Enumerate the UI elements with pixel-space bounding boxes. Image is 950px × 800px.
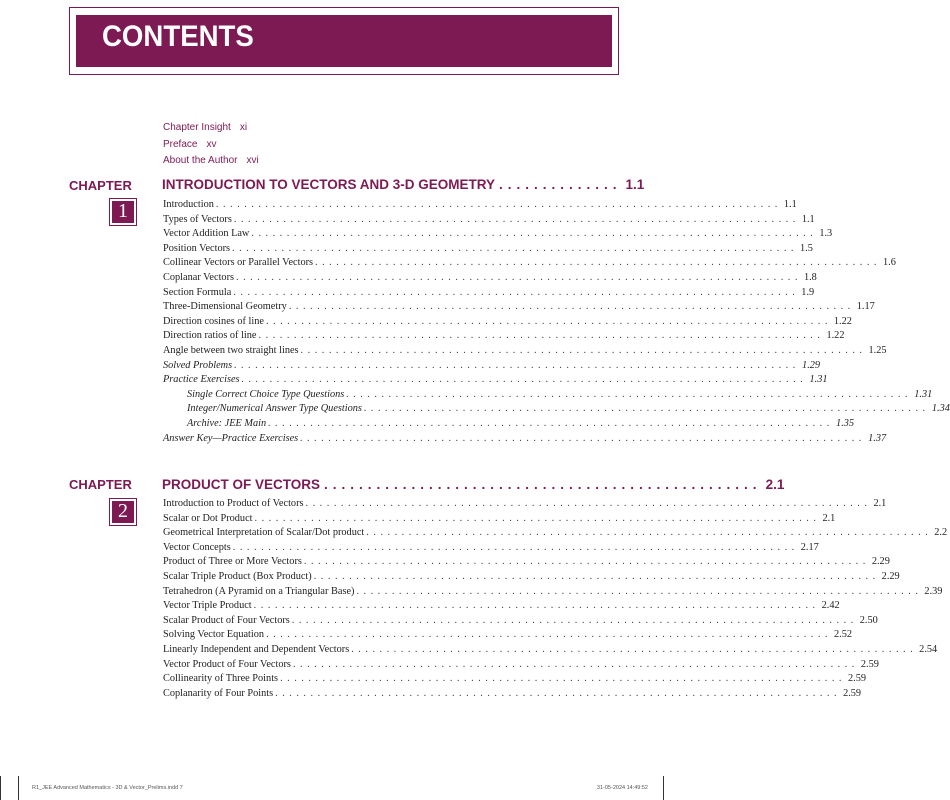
toc-entry[interactable] <box>163 570 900 585</box>
toc-entry-title: Direction ratios of line <box>163 330 257 342</box>
leader-dots: ................................................................................ <box>351 643 918 655</box>
leader-dots: ................................................................................ <box>291 614 858 626</box>
toc-entry-page: 2.50 <box>859 614 878 626</box>
toc-entry-title: Introduction <box>163 199 214 210</box>
crop-mark <box>0 776 1 800</box>
toc-entry-page: 1.9 <box>801 286 815 298</box>
leader-dots: ................................................................................ <box>292 658 859 670</box>
toc-entry[interactable] <box>163 300 875 315</box>
toc-entry[interactable] <box>163 541 819 556</box>
toc-entry-title: Scalar Triple Product (Box Product) <box>163 570 312 582</box>
toc-entry-page: 1.35 <box>836 417 855 429</box>
toc-entry[interactable] <box>163 599 840 614</box>
leader-dots: ................................................................................ <box>300 432 867 444</box>
leader-dots: ................................................................................ <box>215 199 782 210</box>
toc-entry-title: Coplanar Vectors <box>163 271 235 283</box>
leader-dots: ................................................................................ <box>258 330 825 342</box>
toc-entry[interactable] <box>163 329 845 344</box>
toc-entry-title: Vector Product of Four Vectors <box>163 658 291 670</box>
toc-entry[interactable] <box>163 643 938 658</box>
toc-entry-title: Integer/Numerical Answer Type Questions <box>187 403 362 415</box>
leader-dots: ................................................................................ <box>268 417 835 429</box>
front-matter-item[interactable]: Preface xv <box>163 138 217 150</box>
leader-dots: ................................................................................ <box>233 213 800 225</box>
leader-dots: ................................................................................ <box>300 344 867 356</box>
leader-dots: ................................................................................ <box>275 687 842 699</box>
toc-entry[interactable] <box>163 432 887 447</box>
toc-entry-title: Direction cosines of line <box>163 315 264 327</box>
toc-entry-page: 1.17 <box>856 301 875 313</box>
front-matter-list <box>163 120 259 170</box>
toc-entry-page: 2.29 <box>871 556 890 568</box>
print-slug-right: 31-05-2024 14:49:52 <box>596 785 648 791</box>
toc-entry[interactable] <box>163 242 813 257</box>
toc-entry[interactable] <box>163 526 948 541</box>
toc-entry[interactable] <box>163 315 852 330</box>
toc-entry-page: 2.39 <box>924 585 943 597</box>
toc-entry[interactable] <box>163 227 833 242</box>
toc-entry[interactable] <box>163 658 879 673</box>
toc-entry-page: 1.6 <box>882 257 896 269</box>
toc-entry[interactable] <box>163 359 821 374</box>
toc-entry-page: 2.17 <box>800 541 819 553</box>
toc-entry[interactable] <box>163 417 855 432</box>
toc-entry-page: 2.52 <box>834 629 853 641</box>
toc-entry-page: 1.5 <box>799 242 813 254</box>
toc-entry-title: Geometrical Interpretation of Scalar/Dot product <box>163 527 365 539</box>
toc-entry[interactable] <box>163 497 887 512</box>
leader-dots: ................................................................................ <box>232 541 799 553</box>
chapter-number-badge: 2 <box>109 498 137 526</box>
toc-entry-title: Angle between two straight lines <box>163 344 299 356</box>
toc-entry-title: Position Vectors <box>163 242 231 254</box>
leader-dots: ................................................................................ <box>232 242 798 254</box>
leader-dots: ................................................................................ <box>241 374 808 386</box>
toc-entry-page: 2.59 <box>843 687 862 699</box>
toc-entry[interactable] <box>163 373 828 388</box>
front-matter-item[interactable]: About the Author xvi <box>163 155 259 166</box>
leader-dots: ................................................................................ <box>266 629 832 641</box>
crop-mark <box>663 776 664 800</box>
toc-entry-title: Product of Three or More Vectors <box>163 556 302 568</box>
leader-dots: ................................................................................ <box>233 286 800 298</box>
toc-entry-page: 1.8 <box>803 271 817 283</box>
toc-entry[interactable] <box>163 256 896 271</box>
leader-dots: ................................................................................ <box>265 315 832 327</box>
toc-entry-title: Collinear Vectors or Parallel Vectors <box>163 257 314 269</box>
toc-entry[interactable] <box>163 687 862 702</box>
toc-entry[interactable] <box>163 388 933 403</box>
crop-mark <box>18 776 19 800</box>
toc-entry-page: 2.2 <box>934 527 948 539</box>
toc-entry-title: Coplanarity of Four Points <box>163 687 274 699</box>
toc-entry-page: 2.1 <box>873 498 887 509</box>
toc-entry-page: 1.25 <box>868 344 887 356</box>
toc-entry-title: Solving Vector Equation <box>163 629 265 641</box>
chapter-title[interactable]: PRODUCT OF VECTORS .................................................. 2.1 <box>162 477 785 492</box>
print-slug-left: R1_JEE Advanced Mathematics - 3D & Vector_Prelims.indd 7 <box>32 785 183 791</box>
leader-dots: ................................................................................ <box>234 359 801 371</box>
toc-entry-title: Vector Concepts <box>163 541 231 553</box>
toc-entry-title: Collinearity of Three Points <box>163 673 279 685</box>
toc-entry[interactable] <box>163 512 836 527</box>
toc-entry-title: Answer Key—Practice Exercises <box>163 432 299 444</box>
toc-entry-title: Tetrahedron (A Pyramid on a Triangular Base) <box>163 585 355 597</box>
leader-dots: ................................................................................ <box>356 585 923 597</box>
leader-dots: ................................................................................ <box>303 556 870 568</box>
toc-entry-title: Three-Dimensional Geometry <box>163 301 287 313</box>
toc-entry-page: 1.31 <box>914 388 933 400</box>
leader-dots: ................................................................................ <box>366 527 933 539</box>
toc-entry-page: 2.59 <box>860 658 879 670</box>
leader-dots: ................................................................................ <box>236 271 802 283</box>
toc-entry[interactable] <box>163 344 887 359</box>
toc-entry[interactable] <box>163 614 878 629</box>
toc-entry-page: 1.29 <box>802 359 821 371</box>
page-title: CONTENTS <box>102 20 254 53</box>
front-matter-item[interactable]: Chapter Insight xi <box>163 122 248 133</box>
leader-dots: ................................................................................ <box>251 228 818 240</box>
toc-entry[interactable] <box>163 198 797 213</box>
toc-entry[interactable] <box>163 402 950 417</box>
leader-dots: ................................................................................ <box>288 301 855 313</box>
chapter-2-entries <box>163 497 948 701</box>
toc-entry[interactable] <box>163 213 815 228</box>
toc-entry-title: Scalar Product of Four Vectors <box>163 614 290 626</box>
toc-entry[interactable] <box>163 555 890 570</box>
toc-entry-page: 2.29 <box>881 570 900 582</box>
toc-entry-title: Archive: JEE Main <box>187 417 267 429</box>
banner-fill <box>76 15 612 67</box>
toc-entry[interactable] <box>163 672 867 687</box>
chapter-title[interactable]: INTRODUCTION TO VECTORS AND 3-D GEOMETRY .............. 1.1 <box>162 177 645 192</box>
toc-entry[interactable] <box>163 585 943 600</box>
toc-entry-page: 1.22 <box>826 330 845 342</box>
toc-entry-page: 1.37 <box>868 432 887 444</box>
toc-entry-page: 2.42 <box>821 600 840 612</box>
leader-dots: ................................................................................ <box>254 512 821 524</box>
leader-dots: ................................................................................ <box>313 570 880 582</box>
leader-dots: ................................................................................ <box>280 673 846 685</box>
toc-entry[interactable] <box>163 628 853 643</box>
toc-entry-title: Linearly Independent and Dependent Vectors <box>163 643 350 655</box>
toc-entry-title: Single Correct Choice Type Questions <box>187 388 345 400</box>
leader-dots: ................................................................................ <box>253 600 820 612</box>
contents-banner <box>69 7 619 75</box>
toc-entry-title: Section Formula <box>163 286 232 298</box>
toc-entry-title: Solved Problems <box>163 359 233 371</box>
toc-entry-page: 1.3 <box>819 228 833 240</box>
toc-entry-page: 1.1 <box>783 199 797 210</box>
toc-entry-title: Practice Exercises <box>163 374 240 386</box>
chapter-number-badge: 1 <box>109 198 137 226</box>
leader-dots: ................................................................................ <box>346 388 913 400</box>
toc-entry-page: 1.1 <box>801 213 815 225</box>
chapter-label: CHAPTER <box>69 178 132 193</box>
leader-dots: ................................................................................ <box>305 498 872 509</box>
toc-entry-title: Vector Triple Product <box>163 600 252 612</box>
toc-entry-page: 2.1 <box>822 512 836 524</box>
toc-entry-title: Types of Vectors <box>163 213 232 225</box>
toc-entry-title: Scalar or Dot Product <box>163 512 253 524</box>
toc-entry-page: 1.31 <box>809 374 828 386</box>
toc-entry-page: 1.22 <box>833 315 852 327</box>
toc-entry-page: 2.59 <box>848 673 867 685</box>
toc-entry-title: Introduction to Product of Vectors <box>163 498 304 509</box>
toc-entry-page: 2.54 <box>919 643 938 655</box>
leader-dots: ................................................................................ <box>315 257 881 269</box>
toc-entry-title: Vector Addition Law <box>163 228 250 240</box>
toc-entry-page: 1.34 <box>931 403 950 415</box>
toc-entry[interactable] <box>163 286 815 301</box>
toc-entry[interactable] <box>163 271 817 286</box>
chapter-label: CHAPTER <box>69 477 132 492</box>
chapter-1-entries <box>163 198 950 446</box>
leader-dots: ................................................................................ <box>363 403 930 415</box>
